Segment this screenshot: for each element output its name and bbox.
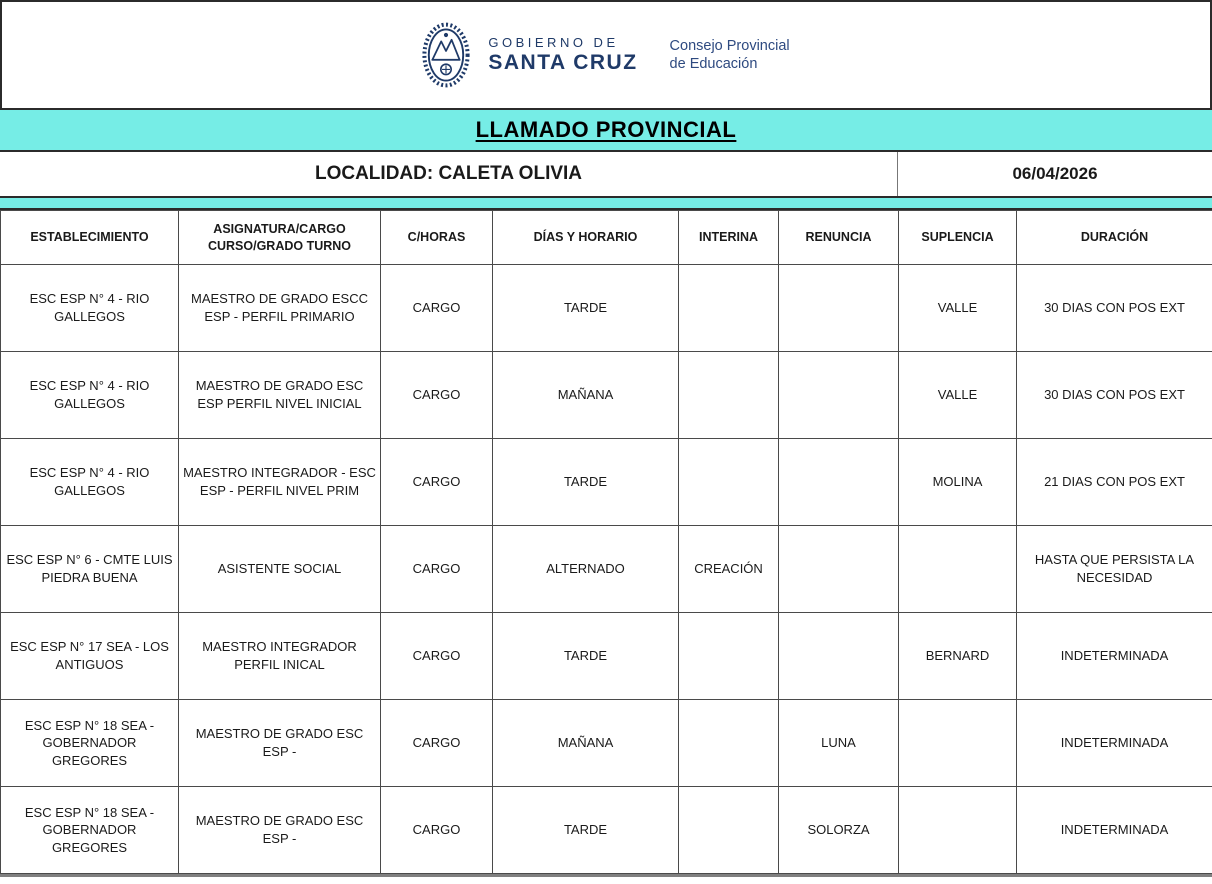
bottom-rule — [0, 874, 1212, 877]
table-cell: HASTA QUE PERSISTA LA NECESIDAD — [1017, 526, 1212, 613]
table-row — [1, 787, 1212, 874]
table-cell: ESC ESP N° 18 SEA - GOBERNADOR GREGORES — [1, 700, 179, 787]
table-cell — [679, 700, 779, 787]
table-body — [1, 265, 1212, 874]
table-cell: ASISTENTE SOCIAL — [179, 526, 381, 613]
table-cell: CREACIÓN — [679, 526, 779, 613]
column-header: INTERINA — [679, 211, 779, 265]
locality-cell — [0, 152, 898, 196]
table-cell: CARGO — [381, 352, 493, 439]
table-cell — [679, 787, 779, 874]
table-cell: INDETERMINADA — [1017, 700, 1212, 787]
table-cell: 21 DIAS CON POS EXT — [1017, 439, 1212, 526]
document-header — [0, 0, 1212, 110]
column-header: SUPLENCIA — [899, 211, 1017, 265]
table-cell: MAESTRO DE GRADO ESC ESP - — [179, 787, 381, 874]
table-row — [1, 526, 1212, 613]
table-cell: ESC ESP N° 18 SEA - GOBERNADOR GREGORES — [1, 787, 179, 874]
table-cell: MAESTRO INTEGRADOR - ESC ESP - PERFIL NIVEL PRIM — [179, 439, 381, 526]
consejo-line1: Consejo Provincial — [669, 37, 790, 54]
santa-cruz-crest-icon — [422, 22, 470, 88]
table-cell — [899, 526, 1017, 613]
table-cell: 30 DIAS CON POS EXT — [1017, 265, 1212, 352]
table-cell: TARDE — [493, 787, 679, 874]
table-cell: ESC ESP N° 4 - RIO GALLEGOS — [1, 265, 179, 352]
table-cell: VALLE — [899, 265, 1017, 352]
positions-table — [0, 210, 1212, 874]
table-cell — [679, 265, 779, 352]
table-cell — [679, 439, 779, 526]
table-cell: CARGO — [381, 787, 493, 874]
table-cell: TARDE — [493, 439, 679, 526]
table-cell: MAESTRO INTEGRADOR PERFIL INICAL — [179, 613, 381, 700]
table-cell: MAESTRO DE GRADO ESC ESP - — [179, 700, 381, 787]
consejo-wordmark — [670, 37, 790, 73]
table-cell: CARGO — [381, 265, 493, 352]
table-row — [1, 439, 1212, 526]
locality-label: LOCALIDAD: CALETA OLIVIA — [314, 163, 583, 184]
table-cell: ESC ESP N° 6 - CMTE LUIS PIEDRA BUENA — [1, 526, 179, 613]
table-cell: SOLORZA — [779, 787, 899, 874]
table-cell — [779, 265, 899, 352]
table-cell: MAESTRO DE GRADO ESC ESP PERFIL NIVEL INICIAL — [179, 352, 381, 439]
table-cell — [779, 439, 899, 526]
column-header: C/HORAS — [381, 211, 493, 265]
brand-lockup — [422, 22, 789, 88]
table-cell — [779, 526, 899, 613]
title-band — [0, 110, 1212, 152]
table-cell: MAESTRO DE GRADO ESCC ESP - PERFIL PRIMARIO — [179, 265, 381, 352]
table-cell: MAÑANA — [493, 352, 679, 439]
table-cell — [679, 352, 779, 439]
table-cell: TARDE — [493, 613, 679, 700]
table-cell: INDETERMINADA — [1017, 613, 1212, 700]
consejo-line2: de Educación — [669, 56, 758, 72]
table-cell: 30 DIAS CON POS EXT — [1017, 352, 1212, 439]
table-cell: ESC ESP N° 4 - RIO GALLEGOS — [1, 439, 179, 526]
table-cell: TARDE — [493, 265, 679, 352]
table-row — [1, 613, 1212, 700]
table-cell: MOLINA — [899, 439, 1017, 526]
table-cell — [679, 613, 779, 700]
separator-band — [0, 198, 1212, 210]
table-cell: MAÑANA — [493, 700, 679, 787]
date-value: 06/04/2026 — [1012, 164, 1098, 183]
table-cell: INDETERMINADA — [1017, 787, 1212, 874]
government-line1: GOBIERNO DE — [488, 35, 619, 51]
table-cell — [899, 787, 1017, 874]
table-cell: CARGO — [381, 613, 493, 700]
table-cell — [899, 700, 1017, 787]
table-cell: ESC ESP N° 17 SEA - LOS ANTIGUOS — [1, 613, 179, 700]
government-line2: SANTA CRUZ — [488, 50, 638, 74]
government-wordmark — [488, 36, 637, 73]
table-cell: CARGO — [381, 439, 493, 526]
table-cell: CARGO — [381, 700, 493, 787]
table-cell: ESC ESP N° 4 - RIO GALLEGOS — [1, 352, 179, 439]
table-cell: LUNA — [779, 700, 899, 787]
table-cell: VALLE — [899, 352, 1017, 439]
page-title: LLAMADO PROVINCIAL — [475, 117, 737, 142]
table-header-row — [1, 211, 1212, 265]
table-cell — [779, 613, 899, 700]
table-cell: ALTERNADO — [493, 526, 679, 613]
date-cell — [898, 152, 1212, 196]
column-header: RENUNCIA — [779, 211, 899, 265]
column-header: DÍAS Y HORARIO — [493, 211, 679, 265]
table-row — [1, 700, 1212, 787]
column-header: ESTABLECIMIENTO — [1, 211, 179, 265]
table-cell: BERNARD — [899, 613, 1017, 700]
table-row — [1, 265, 1212, 352]
column-header: DURACIÓN — [1017, 211, 1212, 265]
column-header: ASIGNATURA/CARGO CURSO/GRADO TURNO — [179, 211, 381, 265]
locality-row — [0, 152, 1212, 198]
table-cell: CARGO — [381, 526, 493, 613]
table-row — [1, 352, 1212, 439]
table-header — [1, 211, 1212, 265]
table-cell — [779, 352, 899, 439]
